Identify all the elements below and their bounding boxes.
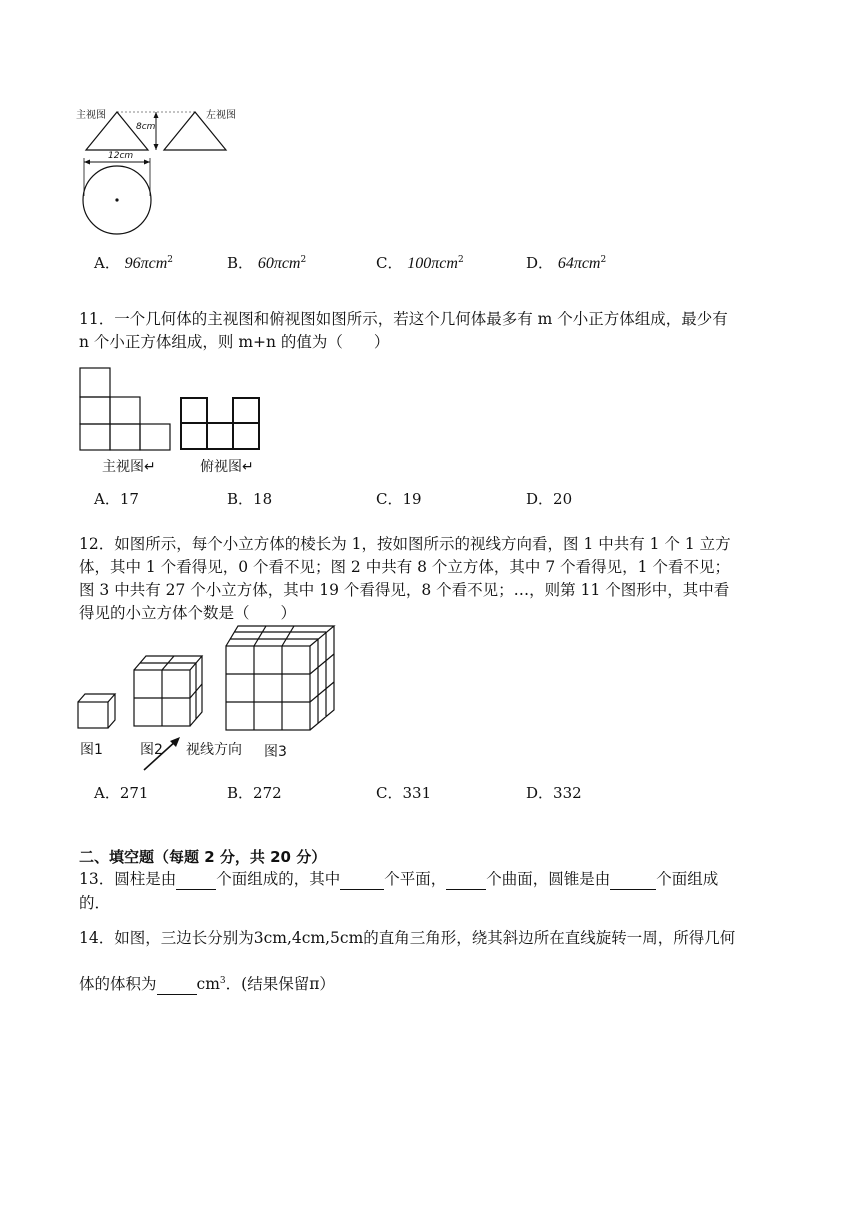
left-view-label: 左视图 <box>206 110 236 121</box>
q11-text-line1: 11．一个几何体的主视图和俯视图如图所示，若这个几何体最多有 m 个小正方体组成，最少有 <box>79 310 728 328</box>
q11-front-view <box>80 368 170 450</box>
q11-option-a[interactable]: A．17 <box>94 490 139 508</box>
q11-figure <box>76 366 276 476</box>
section-heading: 二、填空题（每题 2 分，共 20 分） <box>79 848 327 866</box>
q13-blank-1[interactable] <box>176 873 216 890</box>
fig3-label: 图3 <box>264 744 287 760</box>
q12-text-line4: 得见的小立方体个数是（ ） <box>79 604 297 622</box>
q14-blank[interactable] <box>157 978 197 995</box>
q10-figure <box>76 100 256 240</box>
q12-text-line2: 体，其中 1 个看得见，0 个看不见；图 2 中共有 8 个立方体，其中 7 个看得见，1 个看不见； <box>79 558 730 576</box>
q10-option-b[interactable]: B． 60πcm$^2$ <box>227 254 307 272</box>
direction-label: 视线方向 <box>186 742 242 758</box>
fig2-label: 图2 <box>140 742 163 758</box>
q13-blank-4[interactable] <box>610 873 656 890</box>
fig1-cube <box>78 694 115 728</box>
q12-option-c[interactable]: C．331 <box>376 784 432 802</box>
height-label: 8cm <box>136 122 156 132</box>
fig1-label: 图1 <box>80 742 103 758</box>
q13-text-line2: 的． <box>79 894 111 912</box>
width-label: 12cm <box>108 151 134 161</box>
q12-option-b[interactable]: B．272 <box>227 784 282 802</box>
front-view-label: 主视图 <box>76 110 106 121</box>
q12-text-line1: 12．如图所示，每个小立方体的棱长为 1，按如图所示的视线方向看，图 1 中共有 1 个 1 立方 <box>79 535 731 553</box>
q11-top-view <box>181 398 259 449</box>
q12-option-a[interactable]: A．271 <box>94 784 149 802</box>
fig3-cube <box>226 626 334 730</box>
q12-figure <box>74 622 344 772</box>
fig2-cube <box>134 656 202 726</box>
q11-option-d[interactable]: D．20 <box>526 490 573 508</box>
q10-option-d[interactable]: D． 64πcm$^2$ <box>526 254 607 272</box>
q11-option-b[interactable]: B．18 <box>227 490 273 508</box>
q10-option-a[interactable]: A． 96πcm$^2$ <box>94 254 174 272</box>
q10-three-views-svg <box>76 100 256 240</box>
q14-text-line1: 14．如图，三边长分别为3cm,4cm,5cm的直角三角形，绕其斜边所在直线旋转一周，所得几何 <box>79 929 736 947</box>
q12-option-d[interactable]: D．332 <box>526 784 582 802</box>
q13-blank-3[interactable] <box>446 873 486 890</box>
q11-top-label: 俯视图↵ <box>200 459 254 475</box>
q13-blank-2[interactable] <box>340 873 384 890</box>
q10-option-c[interactable]: C． 100πcm$^2$ <box>376 254 464 272</box>
q12-text-line3: 图 3 中共有 27 个小立方体，其中 19 个看得见，8 个看不见；…，则第 11 个图形中，其中看 <box>79 581 730 599</box>
q13-text-line1: 13．圆柱是由 个面组成的，其中 个平面， 个曲面，圆锥是由 个面组成 <box>79 870 719 888</box>
q11-front-label: 主视图↵ <box>102 459 156 475</box>
q11-text-line2: n 个小正方体组成，则 m+n 的值为（ ） <box>79 333 390 351</box>
q14-text-line2: 体的体积为 $cm^3$．(结果保留π） <box>79 975 335 994</box>
q11-option-c[interactable]: C．19 <box>376 490 422 508</box>
